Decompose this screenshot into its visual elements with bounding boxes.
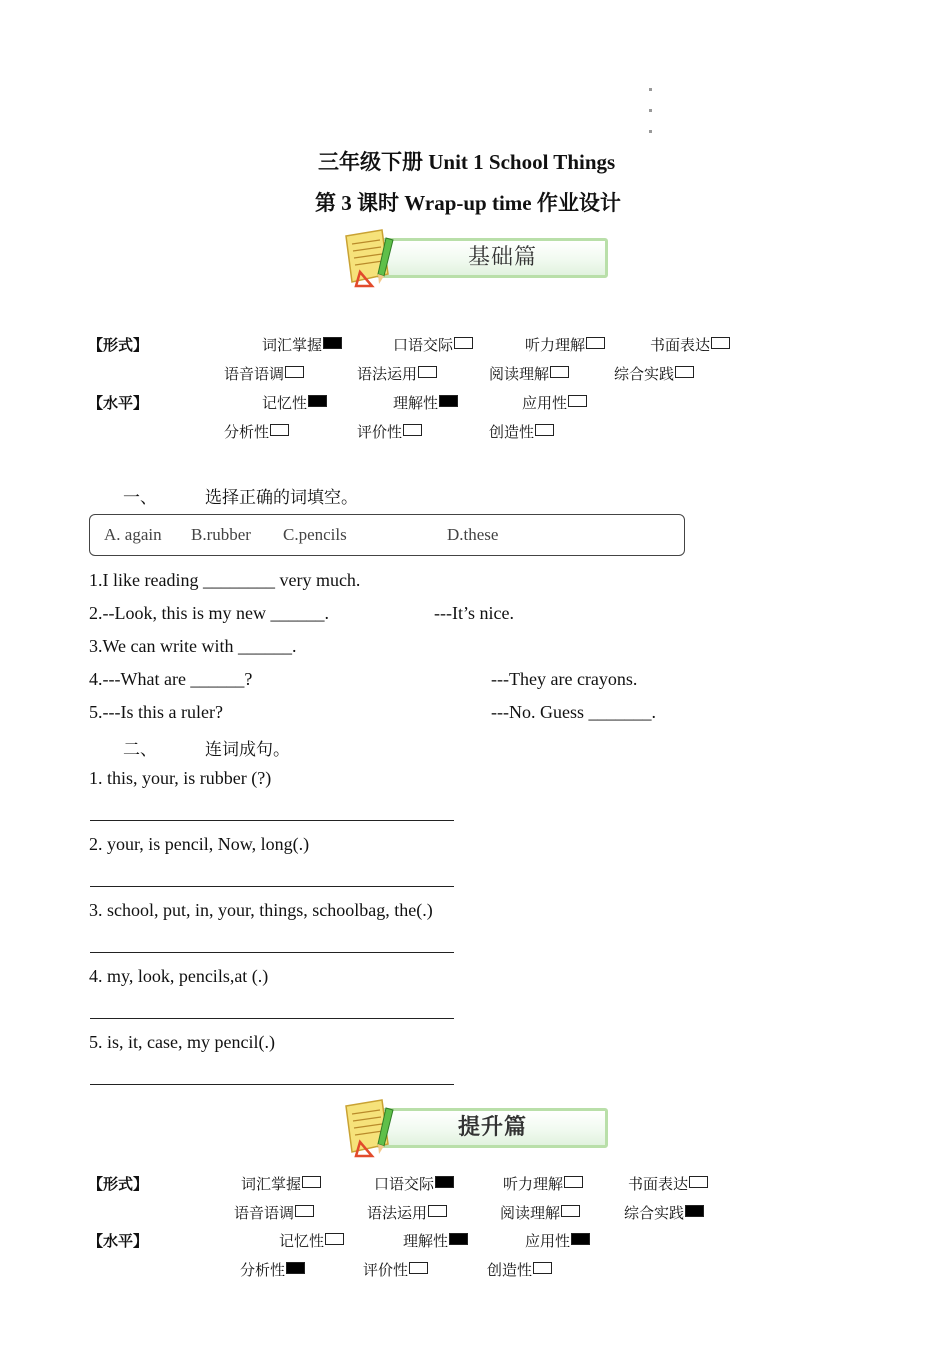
level-label: 【水平】	[88, 1232, 149, 1250]
question-4-answer: ---They are crayons.	[491, 669, 638, 689]
form-label: 【形式】	[88, 336, 149, 354]
question-5: 5.---Is this a ruler?	[89, 702, 223, 722]
page-subtitle: 第 3 课时 Wrap-up time 作业设计	[315, 191, 621, 215]
checkbox-empty	[285, 366, 304, 378]
part2-instruction: 连词成句。	[205, 740, 290, 760]
checkbox-empty	[535, 424, 554, 436]
answer-line[interactable]	[90, 820, 454, 821]
question-5-answer: ---No. Guess _______.	[491, 702, 656, 722]
part1-number: 一、	[123, 488, 157, 508]
advanced-section-banner	[338, 1098, 613, 1160]
checkbox-empty	[409, 1262, 428, 1274]
checkbox-empty	[325, 1233, 344, 1245]
checkbox-empty	[428, 1205, 447, 1217]
level-item-memory: 记忆性	[279, 1230, 344, 1251]
part2-number: 二、	[123, 740, 157, 760]
question-1: 1.I like reading ________ very much.	[89, 570, 361, 590]
checkbox-empty	[689, 1176, 708, 1188]
part1-instruction: 选择正确的词填空。	[205, 488, 358, 508]
checkbox-checked	[571, 1233, 590, 1245]
sentence-item-2: 2. your, is pencil, Now, long(.)	[89, 834, 310, 854]
checkbox-checked	[323, 337, 342, 349]
question-2: 2.--Look, this is my new ______.	[89, 603, 329, 623]
answer-line[interactable]	[90, 1084, 454, 1085]
checkbox-empty	[550, 366, 569, 378]
option-c: C.pencils	[283, 525, 347, 544]
form-item-grammar: 语法运用	[357, 363, 437, 384]
question-2-answer: ---It’s nice.	[434, 603, 514, 623]
checkbox-empty	[454, 337, 473, 349]
checkbox-checked	[435, 1176, 454, 1188]
sentence-item-1: 1. this, your, is rubber (?)	[89, 768, 272, 788]
checkbox-empty	[418, 366, 437, 378]
form-item-practice: 综合实践	[614, 363, 694, 384]
basic-banner-label: 基础篇	[468, 245, 538, 270]
answer-line[interactable]	[90, 886, 454, 887]
checkbox-empty	[302, 1176, 321, 1188]
level-item-analysis: 分析性	[240, 1259, 305, 1280]
form-item-vocabulary: 词汇掌握	[262, 334, 342, 355]
form-item-listening: 听力理解	[525, 334, 605, 355]
answer-line[interactable]	[90, 1018, 454, 1019]
notepad-pencil-icon	[338, 1098, 398, 1160]
sentence-item-4: 4. my, look, pencils,at (.)	[89, 966, 269, 986]
checkbox-empty	[295, 1205, 314, 1217]
form-item-pronunciation: 语音语调	[224, 363, 304, 384]
options-box	[89, 514, 685, 556]
checkbox-checked	[685, 1205, 704, 1217]
notepad-pencil-icon	[338, 228, 398, 290]
checkbox-checked	[308, 395, 327, 407]
question-3: 3.We can write with ______.	[89, 636, 297, 656]
form-item-grammar: 语法运用	[367, 1202, 447, 1223]
level-item-memory: 记忆性	[262, 392, 327, 413]
checkbox-empty	[711, 337, 730, 349]
form-item-vocabulary: 词汇掌握	[241, 1173, 321, 1194]
decorative-dots	[649, 88, 652, 151]
option-a: A. again	[104, 525, 162, 544]
basic-section-banner	[338, 228, 613, 290]
level-item-evaluation: 评价性	[357, 421, 422, 442]
question-4: 4.---What are ______?	[89, 669, 253, 689]
level-item-application: 应用性	[525, 1230, 590, 1251]
form-item-writing: 书面表达	[650, 334, 730, 355]
level-item-evaluation: 评价性	[363, 1259, 428, 1280]
level-item-creation: 创造性	[487, 1259, 552, 1280]
advanced-banner-label: 提升篇	[458, 1115, 528, 1140]
form-item-reading: 阅读理解	[500, 1202, 580, 1223]
form-item-pronunciation: 语音语调	[234, 1202, 314, 1223]
option-b: B.rubber	[191, 525, 251, 544]
answer-line[interactable]	[90, 952, 454, 953]
level-item-understanding: 理解性	[403, 1230, 468, 1251]
form-item-speaking: 口语交际	[374, 1173, 454, 1194]
form-item-writing: 书面表达	[628, 1173, 708, 1194]
checkbox-empty	[586, 337, 605, 349]
level-item-creation: 创造性	[489, 421, 554, 442]
sentence-item-5: 5. is, it, case, my pencil(.)	[89, 1032, 275, 1052]
form-item-listening: 听力理解	[503, 1173, 583, 1194]
checkbox-empty	[675, 366, 694, 378]
level-item-analysis: 分析性	[224, 421, 289, 442]
level-item-understanding: 理解性	[393, 392, 458, 413]
checkbox-empty	[561, 1205, 580, 1217]
checkbox-empty	[533, 1262, 552, 1274]
checkbox-checked	[449, 1233, 468, 1245]
checkbox-checked	[286, 1262, 305, 1274]
form-label: 【形式】	[88, 1175, 149, 1193]
checkbox-checked	[439, 395, 458, 407]
form-item-speaking: 口语交际	[393, 334, 473, 355]
sentence-item-3: 3. school, put, in, your, things, schoolbag, the(.)	[89, 900, 433, 920]
level-item-application: 应用性	[522, 392, 587, 413]
level-label: 【水平】	[88, 394, 149, 412]
checkbox-empty	[568, 395, 587, 407]
option-d: D.these	[447, 525, 499, 544]
form-item-reading: 阅读理解	[489, 363, 569, 384]
checkbox-empty	[564, 1176, 583, 1188]
checkbox-empty	[403, 424, 422, 436]
page-title: 三年级下册 Unit 1 School Things	[318, 150, 616, 174]
form-item-practice: 综合实践	[624, 1202, 704, 1223]
checkbox-empty	[270, 424, 289, 436]
